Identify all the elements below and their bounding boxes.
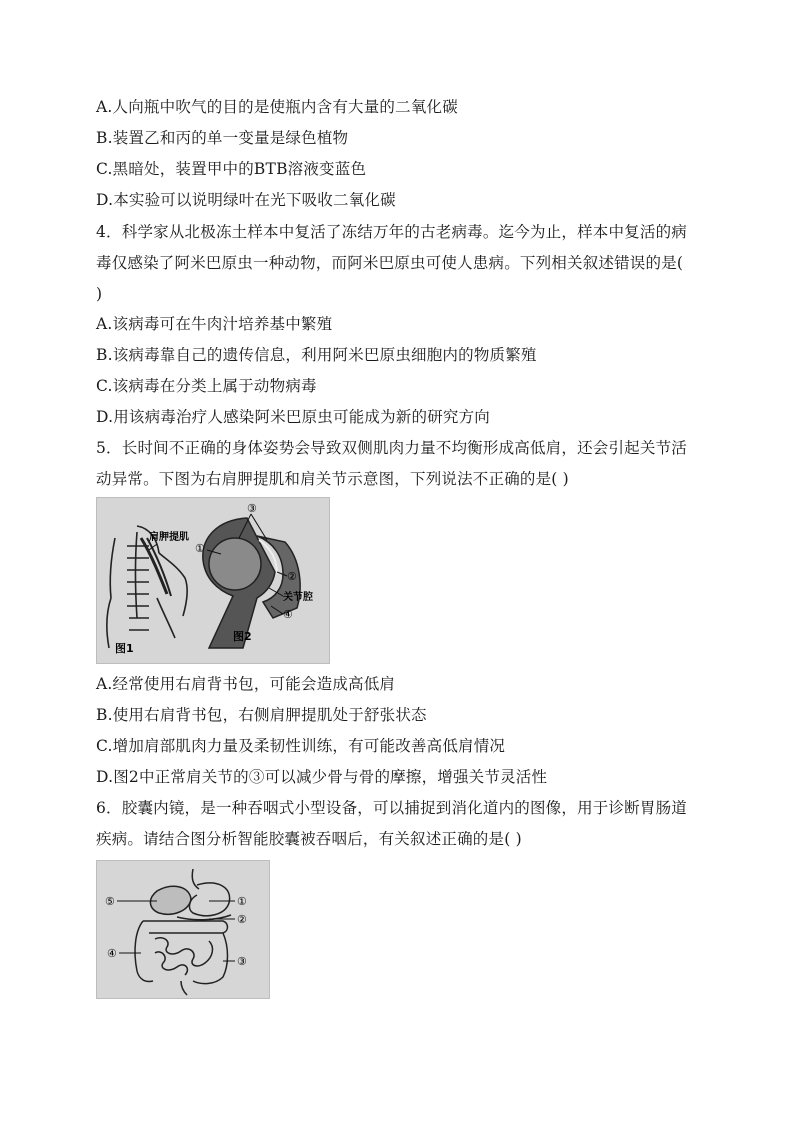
marker-3: ③ <box>247 502 257 515</box>
q5-stem-line-1: 5．长时间不正确的身体姿势会导致双侧肌肉力量不均衡形成高低肩，还会引起关节活 <box>96 439 687 457</box>
q6-stem-line-1: 6．胶囊内镜，是一种吞咽式小型设备，可以捕捉到消化道内的图像，用于诊断胃肠道 <box>96 799 687 817</box>
q3-option-d: D.本实验可以说明绿叶在光下吸收二氧化碳 <box>96 191 396 209</box>
cavity-label: 关节腔 <box>283 592 313 603</box>
marker-4: ④ <box>283 608 293 621</box>
fig1-neck-drawing <box>107 526 187 648</box>
marker-1: ① <box>195 542 205 555</box>
q4-stem-line-1: 4．科学家从北极冻土样本中复活了冻结万年的古老病毒。迄今为止，样本中复活的病 <box>96 223 687 241</box>
marker-1: ① <box>237 895 247 908</box>
fig1-label: 图1 <box>115 642 134 655</box>
marker-5: ⑤ <box>105 895 115 908</box>
q5-option-b: B.使用右肩背书包，右侧肩胛提肌处于舒张状态 <box>96 706 427 724</box>
q4-option-b: B.该病毒靠自己的遗传信息，利用阿米巴原虫细胞内的物质繁殖 <box>96 346 537 364</box>
q4-stem-line-3: ) <box>96 285 103 303</box>
digestive-figure <box>96 860 270 999</box>
muscle-label: 肩胛提肌 <box>149 532 189 543</box>
q5-option-a: A.经常使用右肩背书包，可能会造成高低肩 <box>96 675 396 693</box>
q4-option-a: A.该病毒可在牛肉汁培养基中繁殖 <box>96 315 333 333</box>
marker-3: ③ <box>237 955 247 968</box>
q3-option-a: A.人向瓶中吹气的目的是使瓶内含有大量的二氧化碳 <box>96 98 458 116</box>
q3-option-c: C.黑暗处，装置甲中的BTB溶液变蓝色 <box>96 160 367 178</box>
q6-stem-line-2: 疾病。请结合图分析智能胶囊被吞咽后，有关叙述正确的是( ) <box>96 830 522 848</box>
q5-stem-line-2: 动异常。下图为右肩胛提肌和肩关节示意图，下列说法不正确的是( ) <box>96 470 569 488</box>
marker-2: ② <box>237 913 247 926</box>
shoulder-figure <box>96 497 330 664</box>
q4-option-d: D.用该病毒治疗人感染阿米巴原虫可能成为新的研究方向 <box>96 408 491 426</box>
fig2-label: 图2 <box>233 630 252 643</box>
marker-4: ④ <box>107 947 117 960</box>
digestive-system-drawing <box>135 869 231 995</box>
marker-2: ② <box>287 570 297 583</box>
q3-option-b: B.装置乙和丙的单一变量是绿色植物 <box>96 129 349 147</box>
q4-option-c: C.该病毒在分类上属于动物病毒 <box>96 377 317 395</box>
q4-stem-line-2: 毒仅感染了阿米巴原虫一种动物，而阿米巴原虫可使人患病。下列相关叙述错误的是( <box>96 254 684 272</box>
q5-option-c: C.增加肩部肌肉力量及柔韧性训练，有可能改善高低肩情况 <box>96 737 506 755</box>
q5-option-d: D.图2中正常肩关节的③可以减少骨与骨的摩擦，增强关节灵活性 <box>96 768 548 786</box>
fig2-joint-drawing <box>203 518 300 648</box>
